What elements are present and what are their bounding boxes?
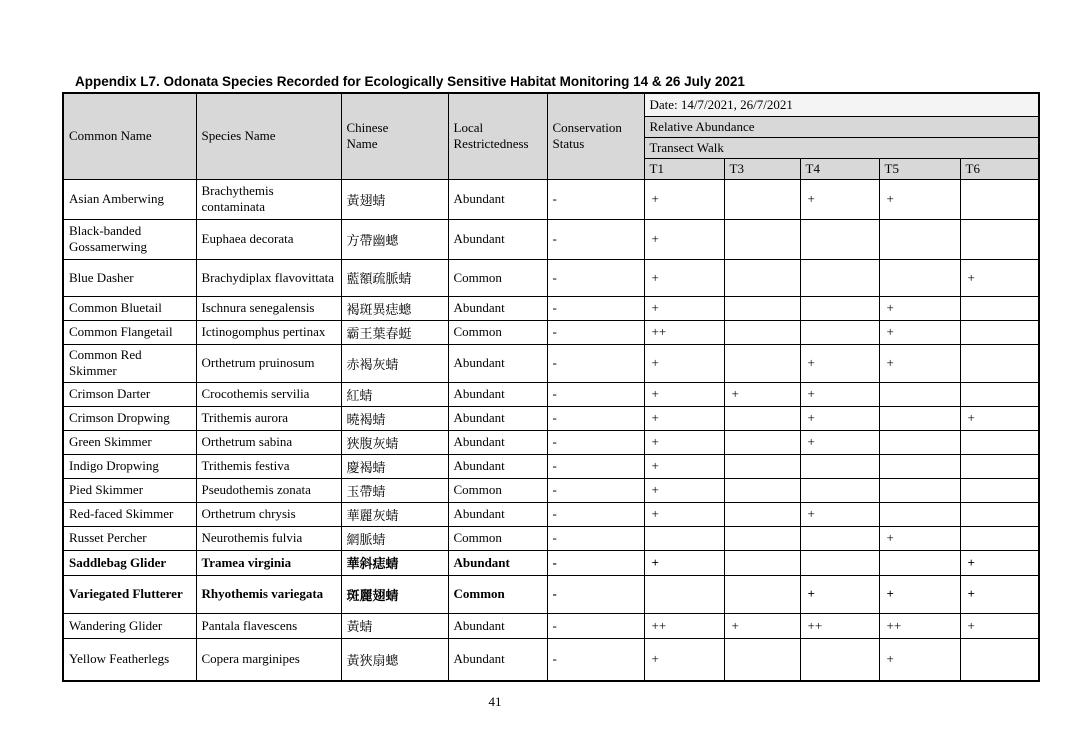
common-name-cell: Russet Percher [63,526,196,550]
conservation-status-cell: - [547,638,644,681]
abundance-cell-t5: + [879,575,960,613]
table-row [63,259,1039,296]
chinese-name-cell: 方帶幽蟌 [341,219,448,259]
abundance-cell-t1: + [644,259,724,296]
abundance-cell-t6: + [960,259,1039,296]
abundance-cell-t6 [960,296,1039,320]
common-name-cell: Crimson Dropwing [63,406,196,430]
abundance-cell-t6 [960,382,1039,406]
conservation-status-cell: - [547,219,644,259]
header-species-name: Species Name [196,93,341,179]
chinese-name-cell: 霸王葉春蜓 [341,320,448,344]
conservation-status-cell: - [547,550,644,575]
local-restrictedness-cell: Abundant [448,613,547,638]
abundance-cell-t4 [800,320,879,344]
abundance-cell-t1: + [644,406,724,430]
species-name-cell: Tramea virginia [196,550,341,575]
table-row [63,502,1039,526]
abundance-cell-t5 [879,478,960,502]
abundance-cell-t3 [724,320,800,344]
header-relative-abundance: Relative Abundance [644,116,1039,137]
species-name-cell: Rhyothemis variegata [196,575,341,613]
conservation-status-cell: - [547,478,644,502]
abundance-cell-t3 [724,550,800,575]
abundance-cell-t3 [724,179,800,219]
species-name-cell: Neurothemis fulvia [196,526,341,550]
table-row [63,219,1039,259]
abundance-cell-t4: + [800,406,879,430]
species-name-cell: Euphaea decorata [196,219,341,259]
local-restrictedness-cell: Abundant [448,550,547,575]
chinese-name-cell: 華斜痣蜻 [341,550,448,575]
abundance-cell-t4: + [800,575,879,613]
common-name-cell: Yellow Featherlegs [63,638,196,681]
header-date: Date: 14/7/2021, 26/7/2021 [644,93,1039,116]
local-restrictedness-cell: Abundant [448,454,547,478]
species-name-cell: Pseudothemis zonata [196,478,341,502]
abundance-cell-t1: + [644,382,724,406]
conservation-status-cell: - [547,526,644,550]
table-row [63,478,1039,502]
table-row [63,550,1039,575]
local-restrictedness-cell: Abundant [448,344,547,382]
abundance-cell-t4 [800,638,879,681]
conservation-status-cell: - [547,382,644,406]
abundance-cell-t1: ++ [644,320,724,344]
table-header [63,93,1039,179]
local-restrictedness-cell: Common [448,259,547,296]
table-row [63,179,1039,219]
abundance-cell-t4 [800,219,879,259]
species-name-cell: Ischnura senegalensis [196,296,341,320]
abundance-cell-t3 [724,478,800,502]
abundance-cell-t1 [644,575,724,613]
common-name-cell: Common Bluetail [63,296,196,320]
header-common-name: Common Name [63,93,196,179]
table-row [63,406,1039,430]
abundance-cell-t3 [724,430,800,454]
abundance-cell-t1: + [644,296,724,320]
common-name-cell: Pied Skimmer [63,478,196,502]
abundance-cell-t3: + [724,382,800,406]
table-row [63,613,1039,638]
abundance-cell-t5 [879,406,960,430]
abundance-cell-t6 [960,320,1039,344]
abundance-cell-t4: + [800,430,879,454]
abundance-cell-t6 [960,478,1039,502]
abundance-cell-t4: + [800,179,879,219]
conservation-status-cell: - [547,344,644,382]
abundance-cell-t1 [644,526,724,550]
header-chinese-name: Chinese Name [341,93,448,179]
table-row [63,382,1039,406]
common-name-cell: Common Red Skimmer [63,344,196,382]
header-row-date [63,93,1039,116]
abundance-cell-t6 [960,344,1039,382]
common-name-cell: Wandering Glider [63,613,196,638]
abundance-cell-t3 [724,296,800,320]
abundance-cell-t3 [724,406,800,430]
abundance-cell-t5: + [879,296,960,320]
page-number: 41 [488,694,502,709]
abundance-cell-t6: + [960,575,1039,613]
abundance-cell-t1: + [644,550,724,575]
chinese-name-cell: 黃翅蜻 [341,179,448,219]
species-name-cell: Pantala flavescens [196,613,341,638]
abundance-cell-t3 [724,526,800,550]
species-table [62,92,1040,682]
common-name-cell: Variegated Flutterer [63,575,196,613]
abundance-cell-t5 [879,502,960,526]
conservation-status-cell: - [547,259,644,296]
abundance-cell-t1: + [644,454,724,478]
conservation-status-cell: - [547,613,644,638]
chinese-name-cell: 黃狹扇蟌 [341,638,448,681]
abundance-cell-t5: + [879,526,960,550]
conservation-status-cell: - [547,502,644,526]
header-transect-t6: T6 [960,158,1039,179]
species-name-cell: Ictinogomphus pertinax [196,320,341,344]
abundance-cell-t5: + [879,638,960,681]
abundance-cell-t4: ++ [800,613,879,638]
abundance-cell-t3 [724,259,800,296]
header-transect-t5: T5 [879,158,960,179]
common-name-cell: Blue Dasher [63,259,196,296]
conservation-status-cell: - [547,575,644,613]
conservation-status-cell: - [547,320,644,344]
local-restrictedness-cell: Common [448,575,547,613]
local-restrictedness-cell: Abundant [448,430,547,454]
header-transect-t3: T3 [724,158,800,179]
species-name-cell: Orthetrum sabina [196,430,341,454]
abundance-cell-t6: + [960,613,1039,638]
abundance-cell-t1: + [644,179,724,219]
local-restrictedness-cell: Common [448,320,547,344]
species-name-cell: Crocothemis servilia [196,382,341,406]
abundance-cell-t3 [724,575,800,613]
conservation-status-cell: - [547,430,644,454]
abundance-cell-t5 [879,430,960,454]
local-restrictedness-cell: Abundant [448,296,547,320]
table-row [63,430,1039,454]
abundance-cell-t1: + [644,430,724,454]
chinese-name-cell: 紅蜻 [341,382,448,406]
chinese-name-cell: 藍額疏脈蜻 [341,259,448,296]
species-name-cell: Brachydiplax flavovittata [196,259,341,296]
conservation-status-cell: - [547,179,644,219]
table-row [63,575,1039,613]
abundance-cell-t3 [724,344,800,382]
header-local-restrictedness: Local Restrictedness [448,93,547,179]
species-name-cell: Copera marginipes [196,638,341,681]
local-restrictedness-cell: Abundant [448,502,547,526]
local-restrictedness-cell: Abundant [448,638,547,681]
table-row [63,296,1039,320]
abundance-cell-t5: + [879,344,960,382]
abundance-cell-t3 [724,502,800,526]
species-name-cell: Trithemis aurora [196,406,341,430]
conservation-status-cell: - [547,454,644,478]
chinese-name-cell: 慶褐蜻 [341,454,448,478]
header-transect-t4: T4 [800,158,879,179]
header-transect-t1: T1 [644,158,724,179]
abundance-cell-t4 [800,454,879,478]
header-transect-walk: Transect Walk [644,137,1039,158]
abundance-cell-t1: + [644,638,724,681]
local-restrictedness-cell: Abundant [448,219,547,259]
chinese-name-cell: 狹腹灰蜻 [341,430,448,454]
abundance-cell-t3 [724,454,800,478]
chinese-name-cell: 褐斑異痣蟌 [341,296,448,320]
abundance-cell-t1: + [644,219,724,259]
chinese-name-cell: 玉帶蜻 [341,478,448,502]
chinese-name-cell: 黃蜻 [341,613,448,638]
common-name-cell: Green Skimmer [63,430,196,454]
common-name-cell: Black-banded Gossamerwing [63,219,196,259]
abundance-cell-t6 [960,526,1039,550]
local-restrictedness-cell: Abundant [448,406,547,430]
abundance-cell-t6 [960,179,1039,219]
local-restrictedness-cell: Common [448,478,547,502]
abundance-cell-t1: + [644,478,724,502]
abundance-cell-t6: + [960,406,1039,430]
conservation-status-cell: - [547,406,644,430]
local-restrictedness-cell: Common [448,526,547,550]
abundance-cell-t1: ++ [644,613,724,638]
common-name-cell: Indigo Dropwing [63,454,196,478]
abundance-cell-t6: + [960,550,1039,575]
abundance-cell-t5 [879,550,960,575]
abundance-cell-t1: + [644,344,724,382]
table-row [63,638,1039,681]
abundance-cell-t5 [879,219,960,259]
conservation-status-cell: - [547,296,644,320]
abundance-cell-t4: + [800,382,879,406]
table-row [63,320,1039,344]
abundance-cell-t3: + [724,613,800,638]
abundance-cell-t4 [800,526,879,550]
abundance-cell-t5 [879,259,960,296]
common-name-cell: Asian Amberwing [63,179,196,219]
abundance-cell-t5: ++ [879,613,960,638]
chinese-name-cell: 曉褐蜻 [341,406,448,430]
common-name-cell: Common Flangetail [63,320,196,344]
abundance-cell-t4: + [800,502,879,526]
table-body [63,179,1039,681]
common-name-cell: Crimson Darter [63,382,196,406]
abundance-cell-t5 [879,382,960,406]
abundance-cell-t5: + [879,320,960,344]
common-name-cell: Red-faced Skimmer [63,502,196,526]
species-name-cell: Brachythemis contaminata [196,179,341,219]
species-name-cell: Trithemis festiva [196,454,341,478]
abundance-cell-t5 [879,454,960,478]
table-row [63,454,1039,478]
local-restrictedness-cell: Abundant [448,382,547,406]
abundance-cell-t4 [800,478,879,502]
header-conservation-status: Conservation Status [547,93,644,179]
chinese-name-cell: 網脈蜻 [341,526,448,550]
abundance-cell-t6 [960,219,1039,259]
abundance-cell-t6 [960,502,1039,526]
abundance-cell-t4: + [800,344,879,382]
species-name-cell: Orthetrum pruinosum [196,344,341,382]
abundance-cell-t6 [960,638,1039,681]
table-row [63,526,1039,550]
species-name-cell: Orthetrum chrysis [196,502,341,526]
abundance-cell-t3 [724,638,800,681]
abundance-cell-t4 [800,550,879,575]
page-title: Appendix L7. Odonata Species Recorded for Ecologically Sensitive Habitat Monitoring 14 & 26 July 2021 [75,74,745,89]
abundance-cell-t5: + [879,179,960,219]
abundance-cell-t4 [800,259,879,296]
abundance-cell-t1: + [644,502,724,526]
abundance-cell-t4 [800,296,879,320]
chinese-name-cell: 斑麗翅蜻 [341,575,448,613]
chinese-name-cell: 赤褐灰蜻 [341,344,448,382]
local-restrictedness-cell: Abundant [448,179,547,219]
abundance-cell-t6 [960,454,1039,478]
table-row [63,344,1039,382]
common-name-cell: Saddlebag Glider [63,550,196,575]
chinese-name-cell: 華麗灰蜻 [341,502,448,526]
abundance-cell-t6 [960,430,1039,454]
abundance-cell-t3 [724,219,800,259]
